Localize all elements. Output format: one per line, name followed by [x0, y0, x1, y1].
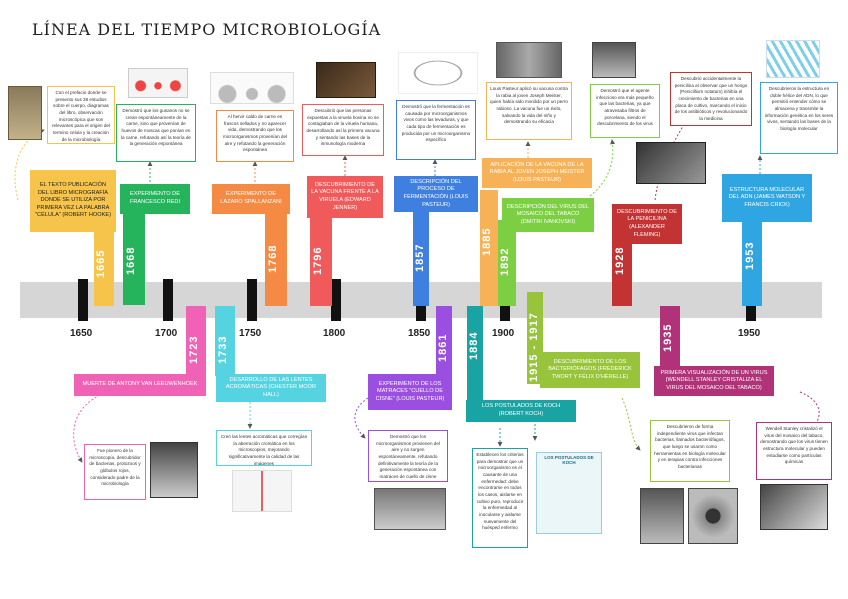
event-description: Creó las lentes acromáticas que corregían la aberración cromática en los microscopios, mejorando significativamente la calidad de las imágenes	[216, 430, 312, 466]
event-label: EXPERIMENTO DE LOS MATRACES "CUELLO DE CISNE" (LOUIS PASTEUR)	[368, 374, 452, 410]
event-description: Demostró que los gusanos no se crean espontáneamente de la carne, sino que provenían de huevos de moscas que ponían en la carne, refutando así la teoría de la generación espontánea	[116, 104, 196, 162]
book-cover-image	[8, 86, 42, 140]
axis-year-label: 1750	[239, 328, 262, 339]
axis-tick	[78, 279, 88, 321]
event-year: 1768	[267, 244, 279, 273]
axis-tick	[331, 279, 341, 321]
flasks-image	[210, 72, 294, 104]
event-year: 1928	[614, 246, 626, 275]
event-label: EXPERIMENTO DE LÁZARO SPALLANZANI	[212, 184, 290, 214]
pasteur-photo-image	[496, 42, 562, 78]
event-year: 1861	[437, 333, 449, 362]
achromatic-lens-diagram-image	[232, 470, 292, 512]
axis-tick	[247, 279, 257, 321]
event-description: Con el prefacio donde se presento sus 38 estudios sobre el cuerpo, diagramas del libro, observación microscópica que son relevantes para el origen del termino celula y la creación de la microbiología	[47, 86, 115, 144]
event-label: APLICACIÓN DE LA VACUNA DE LA RABIA AL JOVEN JOSEPH MEISTER (LOUIS PASTEUR)	[482, 158, 592, 188]
event-label: PRIMERA VISUALIZACIÓN DE UN VIRUS (WENDELL STANLEY CRISTALIZA EL VIRUS DEL MOSAICO DEL TABACO)	[654, 366, 774, 396]
event-description: Demostró que el agente infeccioso era más pequeño que las bacterias, ya que atravesaba filtros de porcelana, siendo el descubrimiento de los virus	[590, 84, 660, 138]
event-year: 1857	[414, 243, 426, 272]
event-year: 1935	[662, 323, 674, 352]
event-description: Descubrieron la estructura en doble hélice del ADN, lo que permitió entender cómo se almacena y transmite la información genética en los seres vivos, sentando las bases de la biología molecular	[760, 82, 838, 154]
event-description-secondary: Wendell Stanley cristalizó el virus del mosaico del tabaco, demostrando que los virus tienen estructura molecular y pueden estudiarse como partículas químicas	[756, 422, 832, 480]
koch-image-caption: LOS POSTULADOS DE KOCH	[544, 455, 594, 465]
axis-year-label: 1700	[155, 328, 178, 339]
event-year: 1885	[481, 227, 493, 256]
event-label: DESCRIPCIÓN DEL PROCESO DE FERMENTACIÓN (LOUIS PASTEUR)	[394, 176, 478, 212]
jars-experiment-image	[128, 68, 188, 98]
event-description: Al hervir caldo de carne en frascos sellados y no aparecer vida, demostrando que los microorganismos provenían del aire y refutando la generación espontánea	[216, 110, 294, 162]
event-description: Fue pionero de la microscopía, descubridor de bacterias, protozoos y glóbulos rojos, considerado padre de la microbiología	[84, 444, 146, 500]
event-description: Establecen los criterios para demostrar que un microorganismo es el causante de una enfermedad: debe encontrarse en todos los casos, aislarse en cultivo puro, reproducir la enfermedad al inocularse y aislarse nuevamente del huésped enfermo	[472, 448, 528, 548]
page-title: LÍNEA DEL TIEMPO MICROBIOLOGÍA	[32, 20, 382, 39]
event-description: Demostró que los microorganismos provienen del aire y no surgen espontáneamente, refutando definitivamente la teoría de la generación espontánea con matraces de cuello de cisne	[368, 430, 448, 482]
dna-helix-image	[766, 40, 820, 78]
axis-tick	[163, 279, 173, 321]
event-year: 1915 - 1917	[528, 312, 540, 382]
event-label: ESTRUCTURA MOLECULAR DEL ADN (JAMES WATSON Y FRANCIS CRICK)	[722, 174, 812, 222]
axis-year-label: 1900	[492, 328, 515, 339]
event-label: DESCUBRIMIENTO DE LOS BACTERIÓFAGOS (FREDERICK TWORT Y FÉLIX D'HÉRELLE)	[540, 352, 640, 388]
event-label: EXPERIMENTO DE FRANCESCO REDI	[120, 184, 190, 214]
fermentation-diagram-image	[398, 52, 478, 94]
leeuwenhoek-portrait-image	[150, 442, 198, 498]
event-year: 1733	[217, 335, 229, 364]
event-year: 1668	[125, 246, 137, 275]
event-label: DESARROLLO DE LAS LENTES ACROMÁTICAS (CHESTER MOOR HALL)	[216, 374, 326, 402]
ivanovski-photo-image	[592, 42, 636, 78]
axis-year-label: 1850	[408, 328, 431, 339]
bacteriophage-photo-image	[640, 488, 684, 544]
event-year: 1953	[744, 241, 756, 270]
event-label: DESCRIPCIÓN DEL VIRUS DEL MOSAICO DEL TABACO (DMITRI IVANOVSKI)	[502, 198, 594, 232]
stanley-photo-image	[760, 484, 828, 530]
event-year: 1796	[312, 246, 324, 275]
jenner-painting-image	[316, 62, 376, 98]
event-description: Louis Pasteur aplicó su vacuna contra la rabia al joven Joseph Meister, quien había sido mordido por un perro rabioso. La vacuna fue un éxito, salvando la vida del niño y demostrando su eficacia	[486, 82, 572, 140]
axis-year-label: 1950	[738, 328, 761, 339]
axis-year-label: 1650	[70, 328, 93, 339]
event-description: Descubrió que las personas expuestas a la viruela bovina no se contagiaban de la viruela humana, desarrollando así la primera vacuna y sentando las bases de la inmunología moderna	[302, 104, 384, 156]
event-year: 1665	[95, 249, 107, 278]
event-description: Demostró que la fermentación es causada por microorganismos vivos como las levaduras, y que cada tipo de fermentación es producida por un microorganismo específico	[396, 100, 476, 160]
event-description: Descubrieron de forma independiente virus que infectan bacterias, llamados bacteriófagos, que luego se usaron como herramientas en biología molecular y en terapias contra infecciones bacterianas	[650, 420, 730, 482]
fleming-photo-image	[636, 142, 706, 184]
event-label: DESCUBRIMIENTO DE LA PENICILINA (ALEXANDER FLEMING)	[612, 204, 682, 244]
event-label: EL TEXTO PUBLICACIÓN DEL LIBRO MICROGRAFÍA DONDE SE UTILIZA POR PRIMERA VEZ LA PALABRA "CÉLULA" (ROBERT HOOKE)	[30, 170, 116, 232]
axis-year-label: 1800	[323, 328, 346, 339]
event-year: 1884	[468, 331, 480, 360]
phage-microscopy-image	[688, 488, 738, 544]
event-year: 1723	[188, 335, 200, 364]
event-label: LOS POSTULADOS DE KOCH (ROBERT KOCH)	[466, 400, 576, 422]
event-description: Descubrió accidentalmente la penicilina al observar que un hongo (Penicillium notatum) inhibía el crecimiento de bacterias en una placa de cultivo, marcando el inicio de los antibióticos y revolucionando la medicina	[670, 72, 752, 126]
event-year: 1892	[499, 247, 511, 276]
event-label: DESCUBRIMIENTO DE LA VACUNA FRENTE A LA VIRUELA (EDWARD JENNER)	[307, 176, 383, 218]
event-label: MUERTE DE ANTONY VAN LEEUWENHOEK	[74, 374, 206, 396]
swan-neck-flask-image	[374, 488, 446, 530]
